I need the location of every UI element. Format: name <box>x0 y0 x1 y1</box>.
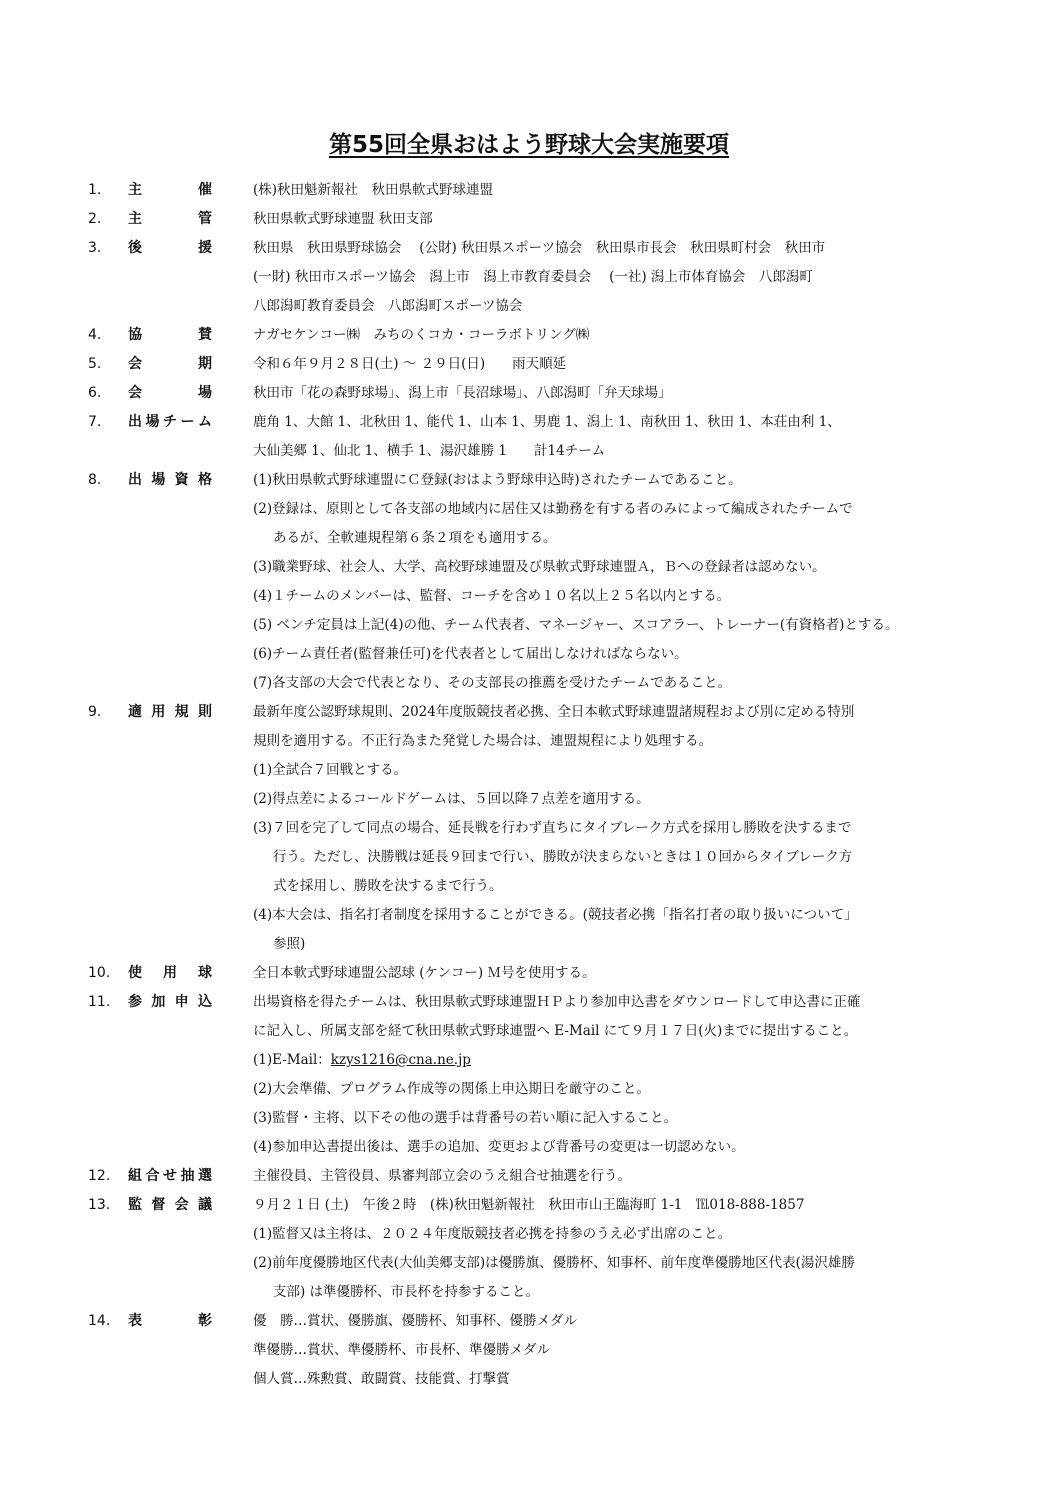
content-line: 規則を適用する。不正行為また発覚した場合は、連盟規程により処理する。 <box>253 733 712 749</box>
email-link[interactable]: kzys1216@cna.ne.jp <box>330 1052 471 1068</box>
content-line: 個人賞…殊勲賞、敢闘賞、技能賞、打撃賞 <box>253 1371 510 1387</box>
item-label: 会場 <box>128 385 212 401</box>
content-line: 令和６年９月２８日(土) 〜 ２９日(日) 雨天順延 <box>253 356 567 372</box>
content-line: (2)大会準備、プログラム作成等の関係上申込期日を厳守のこと。 <box>253 1081 650 1097</box>
content-line: (7)各支部の大会で代表となり、その支部長の推薦を受けたチームであること。 <box>253 675 732 691</box>
content-line: (1)全試合７回戦とする。 <box>253 762 408 778</box>
content-line: (2)登録は、原則として各支部の地域内に居住又は勤務を有する者のみによって編成されたチームで <box>253 501 853 517</box>
content-line: 全日本軟式野球連盟公認球 (ケンコー) Ｍ号を使用する。 <box>253 965 596 981</box>
email-prefix: (1)E-Mail： <box>253 1052 331 1068</box>
content-line: あるが、全軟連規程第６条２項をも適用する。 <box>273 530 557 546</box>
content-line: 出場資格を得たチームは、秋田県軟式野球連盟ＨＰより参加申込書をダウンロードして申込書に正確 <box>253 994 861 1010</box>
item-content <box>253 466 993 698</box>
item-4 <box>0 321 1058 350</box>
content-line: (6)チーム責任者(監督兼任可)を代表者として届出しなければならない。 <box>253 646 688 662</box>
item-label: 監督会議 <box>128 1197 212 1213</box>
content-line: 主催役員、主管役員、県審判部立会のうえ組合せ抽選を行う。 <box>253 1168 631 1184</box>
item-label: 組合せ抽選 <box>128 1168 212 1184</box>
item-9 <box>0 698 1058 959</box>
item-number: 10. <box>88 965 111 981</box>
item-label: 参加申込 <box>128 994 212 1010</box>
content-line: (1)秋田県軟式野球連盟にＣ登録(おはよう野球申込時)されたチームであること。 <box>253 472 742 488</box>
item-number: 11. <box>88 994 111 1010</box>
item-label: 出場資格 <box>128 472 212 488</box>
item-number: 12. <box>88 1168 111 1184</box>
content-line: に記入し、所属支部を経て秋田県軟式野球連盟へ E-Mail にて９月１７日(火)までに提出すること。 <box>253 1023 858 1039</box>
item-content <box>253 234 993 321</box>
content-line: (4)参加申込書提出後は、選手の追加、変更および背番号の変更は一切認めない。 <box>253 1139 745 1155</box>
item-12 <box>0 1162 1058 1191</box>
content-line: (4)１チームのメンバーは、監督、コーチを含め１０名以上２５名以内とする。 <box>253 588 731 604</box>
item-content <box>253 1307 993 1394</box>
content-line: (3)職業野球、社会人、大学、高校野球連盟及び県軟式野球連盟Ａ，Ｂへの登録者は認めない。 <box>253 559 826 575</box>
item-label: 使用球 <box>128 965 212 981</box>
content-line: 最新年度公認野球規則、2024年度版競技者必携、全日本軟式野球連盟諸規程および別に定める特別 <box>253 704 855 720</box>
item-3 <box>0 234 1058 321</box>
item-content <box>253 1162 993 1191</box>
content-line: 式を採用し、勝敗を決するまで行う。 <box>273 878 503 894</box>
item-13 <box>0 1191 1058 1307</box>
item-number: 8. <box>88 472 102 488</box>
content-line: 参照) <box>273 936 306 952</box>
item-10 <box>0 959 1058 988</box>
item-content <box>253 1191 993 1307</box>
content-line: (3)７回を完了して同点の場合、延長戦を行わず直ちにタイブレーク方式を採用し勝敗を決するまで <box>253 820 852 836</box>
content-line: 八郎潟町教育委員会 八郎潟町スポーツ協会 <box>253 298 523 314</box>
item-label: 主管 <box>128 211 212 227</box>
item-content <box>253 176 993 205</box>
item-label: 後援 <box>128 240 212 256</box>
content-line: (一財) 秋田市スポーツ協会 潟上市 潟上市教育委員会 (一社) 潟上市体育協会 八郎潟町 <box>253 269 813 285</box>
item-number: 14. <box>88 1313 111 1329</box>
item-content <box>253 205 993 234</box>
item-content <box>253 321 993 350</box>
content-line: (1)監督又は主将は、２０２４年度版競技者必携を持参のうえ必ず出席のこと。 <box>253 1226 732 1242</box>
item-content <box>253 350 993 379</box>
item-number: 2. <box>88 211 102 227</box>
item-label: 適用規則 <box>128 704 212 720</box>
content-line: 秋田県 秋田県野球協会 (公財) 秋田県スポーツ協会 秋田県市長会 秋田県町村会 秋田市 <box>253 240 826 256</box>
item-7 <box>0 408 1058 466</box>
content-line: 準優勝…賞状、準優勝杯、市長杯、準優勝メダル <box>253 1342 550 1358</box>
item-content <box>253 408 993 466</box>
content-line: (2)前年度優勝地区代表(大仙美郷支部)は優勝旗、優勝杯、知事杯、前年度準優勝地区代表(湯沢雄勝 <box>253 1255 855 1271</box>
item-8 <box>0 466 1058 698</box>
content-line: (3)監督・主将、以下その他の選手は背番号の若い順に記入すること。 <box>253 1110 678 1126</box>
item-number: 4. <box>88 327 102 343</box>
content-line: 支部) は準優勝杯、市長杯を持参すること。 <box>273 1284 540 1300</box>
content-line: 優 勝…賞状、優勝旗、優勝杯、知事杯、優勝メダル <box>253 1313 577 1329</box>
content-line: (2)得点差によるコールドゲームは、５回以降７点差を適用する。 <box>253 791 650 807</box>
title-text: 第55回全県おはよう野球大会実施要項 <box>328 132 729 158</box>
content-line: ９月２１日 (土) 午後２時 (株)秋田魁新報社 秋田市山王臨海町 1-1 ℡018-888-1857 <box>253 1197 805 1213</box>
item-content <box>253 698 993 959</box>
content-line: ナガセケンコー㈱ みちのくコカ・コーラボトリング㈱ <box>253 327 590 343</box>
content-line: 秋田市「花の森野球場」、潟上市「長沼球場」、八郎潟町「弁天球場」 <box>253 385 672 401</box>
item-content <box>253 959 993 988</box>
content-line: 大仙美郷 1、仙北 1、横手 1、湯沢雄勝 1 計14チーム <box>253 443 606 459</box>
item-number: 5. <box>88 356 102 372</box>
item-number: 13. <box>88 1197 111 1213</box>
item-number: 3. <box>88 240 102 256</box>
item-2 <box>0 205 1058 234</box>
item-number: 9. <box>88 704 102 720</box>
item-5 <box>0 350 1058 379</box>
item-1 <box>0 176 1058 205</box>
item-number: 1. <box>88 182 102 198</box>
item-label: 会期 <box>128 356 212 372</box>
content-line: 行う。ただし、決勝戦は延長９回まで行い、勝敗が決まらないときは１０回からタイブレーク方 <box>273 849 853 865</box>
content-line: (5) ベンチ定員は上記(4)の他、チーム代表者、マネージャー、スコアラー、トレーナー(有資格者)とする。 <box>253 617 899 633</box>
item-content <box>253 988 993 1162</box>
item-label: 表彰 <box>128 1313 212 1329</box>
item-number: 6. <box>88 385 102 401</box>
email-line <box>253 1046 993 1075</box>
content-line: 秋田県軟式野球連盟 秋田支部 <box>253 211 433 227</box>
item-content <box>253 379 993 408</box>
document-title <box>0 128 1058 162</box>
item-6 <box>0 379 1058 408</box>
item-11 <box>0 988 1058 1162</box>
content-line: 鹿角 1、大館 1、北秋田 1、能代 1、山本 1、男鹿 1、潟上 1、南秋田 1、秋田 1、本荘由利 1、 <box>253 414 841 430</box>
item-list <box>0 176 1058 1394</box>
item-label: 協賛 <box>128 327 212 343</box>
item-label: 主催 <box>128 182 212 198</box>
item-14 <box>0 1307 1058 1394</box>
item-number: 7. <box>88 414 102 430</box>
content-line: (4)本大会は、指名打者制度を採用することができる。(競技者必携「指名打者の取り扱いについて」 <box>253 907 858 923</box>
item-label: 出場チーム <box>128 414 212 430</box>
content-line: (株)秋田魁新報社 秋田県軟式野球連盟 <box>253 182 494 198</box>
